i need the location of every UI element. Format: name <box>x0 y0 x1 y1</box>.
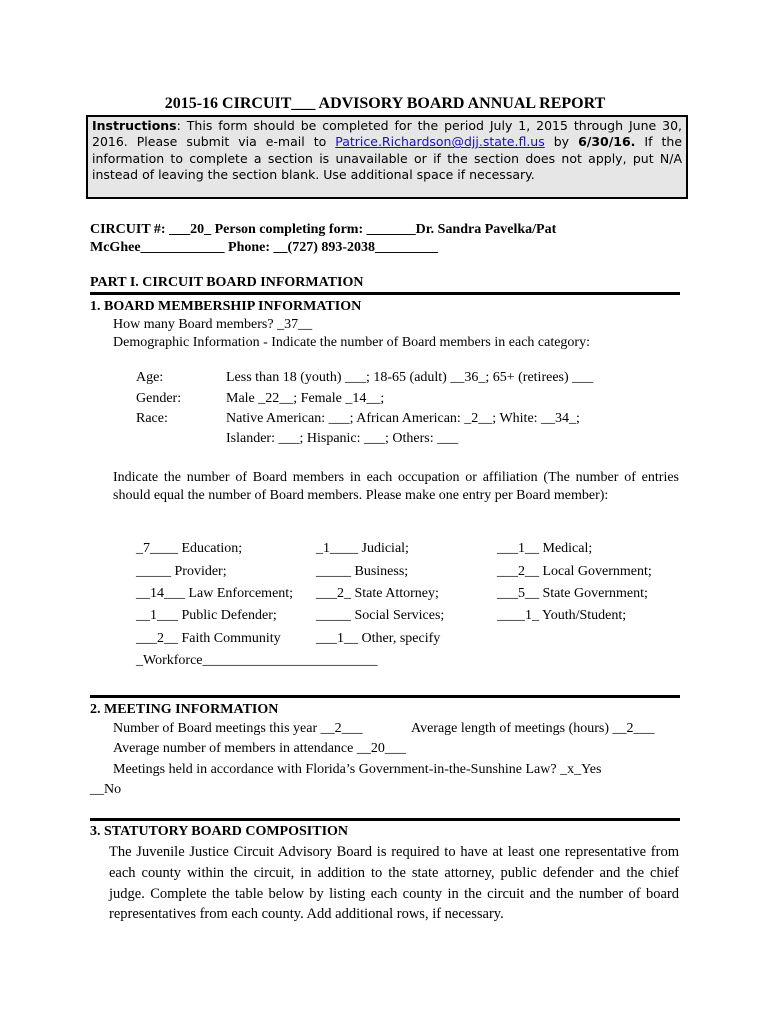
circuit-info-line1: CIRCUIT #: ___20_ Person completing form: _______Dr. Sandra Pavelka/Pat <box>90 222 557 237</box>
demographic-value-race: Native American: ___; African American: _2__; White: __34_; <box>226 411 580 426</box>
demographic-intro: Demographic Information - Indicate the number of Board members in each category: <box>113 335 590 350</box>
report-title: 2015-16 CIRCUIT___ ADVISORY BOARD ANNUAL REPORT <box>164 95 606 112</box>
occupation-local-government: ___2__ Local Government; <box>497 564 652 579</box>
instructions-text: : This form should be completed for the period July 1, 2015 through June 30, 2016. Please submit via e-mail to <box>92 118 682 150</box>
occupation-state-attorney: ___2_ State Attorney; <box>316 586 439 601</box>
divider <box>90 292 680 295</box>
occupation-provider: _____ Provider; <box>136 564 227 579</box>
divider <box>90 818 680 821</box>
demographic-value-gender: Male _22__; Female _14__; <box>226 391 385 406</box>
demographic-label-gender: Gender: <box>136 391 182 406</box>
circuit-info-line2: McGhee____________ Phone: __(727) 893-2038_________ <box>90 240 439 255</box>
occupation-state-government: ___5__ State Government; <box>497 586 648 601</box>
occupation-faith-community: ___2__ Faith Community <box>136 631 281 646</box>
occupation-public-defender: __1___ Public Defender; <box>136 608 277 623</box>
sunshine-law: Meetings held in accordance with Florida’s Government-in-the-Sunshine Law? _x_Yes <box>113 762 602 777</box>
occupation-law-enforcement: __14___ Law Enforcement; <box>136 586 294 601</box>
instructions-text-after: If the information to complete a section is unavailable or if the section does not apply, put N/A instead of leaving the section blank. Use additional space if necessary. <box>92 134 683 182</box>
section1-heading: 1. BOARD MEMBERSHIP INFORMATION <box>90 299 362 314</box>
deadline-date: 6/30/16. <box>578 134 636 150</box>
members-question: How many Board members? _37__ <box>113 317 313 332</box>
email-link[interactable]: Patrice.Richardson@djj.state.fl.us <box>335 134 545 150</box>
meetings-count: Number of Board meetings this year __2___ <box>113 721 363 736</box>
meeting-length: Average length of meetings (hours) __2___ <box>411 721 655 736</box>
occupation-medical: ___1__ Medical; <box>497 541 593 556</box>
demographic-value-age: Less than 18 (youth) ___; 18-65 (adult) __36_; 65+ (retirees) ___ <box>226 370 594 385</box>
occupation-workforce: _Workforce_________________________ <box>136 653 378 668</box>
occupation-other: ___1__ Other, specify <box>316 631 441 646</box>
instructions-box <box>86 115 688 199</box>
section3-heading: 3. STATUTORY BOARD COMPOSITION <box>90 824 349 839</box>
part1-heading: PART I. CIRCUIT BOARD INFORMATION <box>90 275 364 290</box>
demographic-label-race: Race: <box>136 411 168 426</box>
demographic-label-age: Age: <box>136 370 164 385</box>
attendance: Average number of members in attendance __20___ <box>113 741 406 756</box>
instructions-by: by <box>544 134 579 150</box>
occupation-business: _____ Business; <box>316 564 409 579</box>
occupation-education: _7____ Education; <box>136 541 243 556</box>
instructions-label: Instructions <box>92 118 177 133</box>
occupation-intro: Indicate the number of Board members in each occupation or affiliation (The number of entries should equal the number of Board members. Please make one entry per Board member): <box>113 470 679 503</box>
section2-heading: 2. MEETING INFORMATION <box>90 702 279 717</box>
occupation-judicial: _1____ Judicial; <box>316 541 409 556</box>
sunshine-law-no: __No <box>90 782 122 797</box>
demographic-value-race-cont: Islander: ___; Hispanic: ___; Others: ___ <box>226 431 459 446</box>
occupation-youth-student: ____1_ Youth/Student; <box>497 608 627 623</box>
section3-text: The Juvenile Justice Circuit Advisory Board is required to have at least one representative from each county within the circuit, in addition to the state attorney, public defender and the chief judge. Complete the table below by listing each county in the circuit and the number of board representatives from each county. Add additional rows, if necessary. <box>109 844 679 923</box>
occupation-social-services: _____ Social Services; <box>316 608 445 623</box>
divider <box>90 695 680 698</box>
